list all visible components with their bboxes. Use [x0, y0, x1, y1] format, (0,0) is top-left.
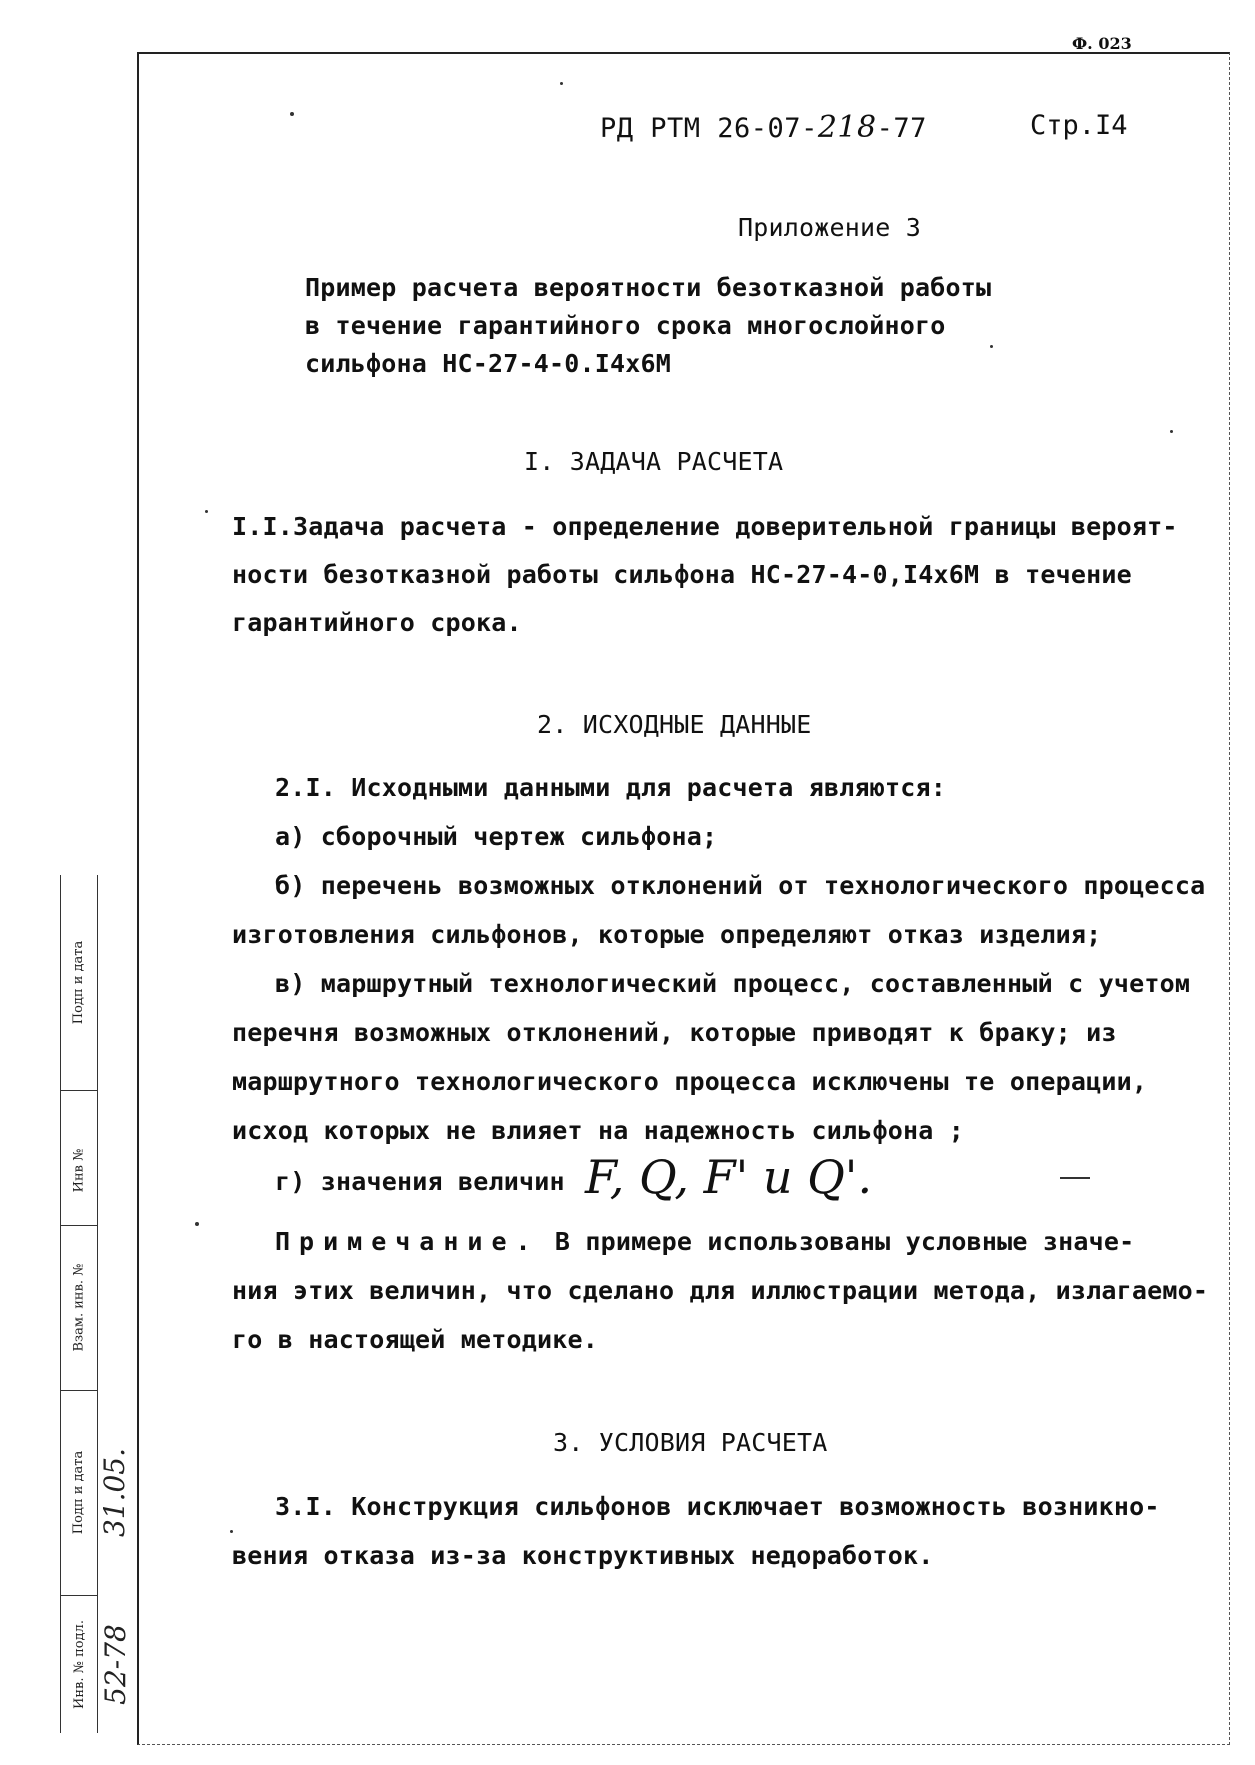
stamp-values-column [97, 875, 133, 1733]
note-line-1: В примере использованы условные значе- [539, 1227, 1135, 1256]
scan-speck [230, 1530, 233, 1533]
stamp-label-orig-inv: Инв. № подл. [71, 1619, 87, 1709]
note-line-2: ния этих величин, что сделано для иллюстрации метода, излагаемо- [232, 1276, 1209, 1305]
scan-speck [290, 112, 294, 116]
appendix-title-line-1: Пример расчета вероятности безотказной работы [305, 273, 992, 302]
section-2-line-8: исход которых не влияет на надежность сильфона ; [232, 1116, 965, 1145]
section-2-heading: 2. ИСХОДНЫЕ ДАННЫЕ [537, 710, 812, 739]
handwritten-inv-number: 52-78 [98, 1623, 132, 1705]
stamp-value-inv [97, 1595, 133, 1733]
section-1-line-2: ности безотказной работы сильфона НС-27-4-0,I4x6M в течение [232, 560, 1132, 589]
stamp-label-sign-date-1: Подп и дата [71, 940, 87, 1025]
note-line-3: го в настоящей методике. [232, 1325, 599, 1354]
section-2-line-7: маршрутного технологического процесса исключены те операции, [232, 1067, 1148, 1096]
scan-speck [560, 82, 563, 85]
note-first-line [275, 1227, 1134, 1256]
section-2-line-1: 2.I. Исходными данными для расчета являются: [275, 773, 947, 802]
stamp-cell-replaced-inv [61, 1225, 97, 1391]
stamp-labels-column [61, 875, 98, 1733]
handwritten-values: F, Q, F' и Q'. [585, 1150, 873, 1204]
revision-stamp [60, 875, 133, 1733]
scan-speck [195, 1222, 199, 1226]
stamp-label-sign-date-2: Подп и дата [71, 1450, 87, 1535]
section-1-heading: I. ЗАДАЧА РАСЧЕТА [524, 447, 784, 476]
section-3-line-1: 3.I. Конструкция сильфонов исключает возможность возникно- [275, 1492, 1160, 1521]
scan-mark [1060, 1177, 1090, 1179]
page-number: Стр.I4 [1030, 110, 1128, 141]
scan-speck [205, 510, 208, 513]
stamp-cell-sign-date-1 [61, 875, 97, 1091]
section-1-line-1: I.I.Задача расчета - определение доверительной границы вероят- [232, 512, 1178, 541]
section-1-line-3: гарантийного срока. [232, 608, 522, 637]
stamp-cell-orig-inv [61, 1595, 97, 1733]
stamp-cell-inv [61, 1115, 97, 1226]
form-code: Ф. 023 [1072, 34, 1132, 53]
scan-speck [1170, 430, 1173, 433]
stamp-label-replaced-inv: Взам. инв. № [71, 1263, 87, 1352]
stamp-value-date [97, 1390, 133, 1595]
section-3-heading: 3. УСЛОВИЯ РАСЧЕТА [553, 1428, 828, 1457]
stamp-cell-sign-date-2 [61, 1390, 97, 1596]
stamp-label-inv: Инв № [71, 1148, 87, 1192]
section-2-line-5: в) маршрутный технологический процесс, составленный с учетом [275, 969, 1191, 998]
appendix-title-line-3: сильфона НС-27-4-0.I4x6M [305, 349, 672, 378]
section-2-line-4: изготовления сильфонов, которые определяют отказ изделия; [232, 920, 1102, 949]
note-label: Примечание. [275, 1227, 540, 1256]
section-3-line-2: вения отказа из-за конструктивных недоработок. [232, 1541, 934, 1570]
section-2-line-9: г) значения величин [275, 1167, 565, 1196]
handwritten-date: 31.05. [98, 1447, 132, 1538]
doc-handwritten-number: 218 [817, 110, 877, 145]
doc-suffix: -77 [876, 113, 927, 144]
doc-prefix: РД РТМ 26-07- [600, 113, 818, 144]
appendix-label: Приложение 3 [738, 213, 922, 242]
section-2-line-6: перечня возможных отклонений, которые приводят к браку; из [232, 1018, 1117, 1047]
section-2-line-2: а) сборочный чертеж сильфона; [275, 822, 718, 851]
appendix-title-line-2: в течение гарантийного срока многослойного [305, 311, 946, 340]
section-2-line-3: б) перечень возможных отклонений от технологического процесса [275, 871, 1206, 900]
document-designation [600, 110, 927, 145]
scan-speck [990, 345, 993, 348]
